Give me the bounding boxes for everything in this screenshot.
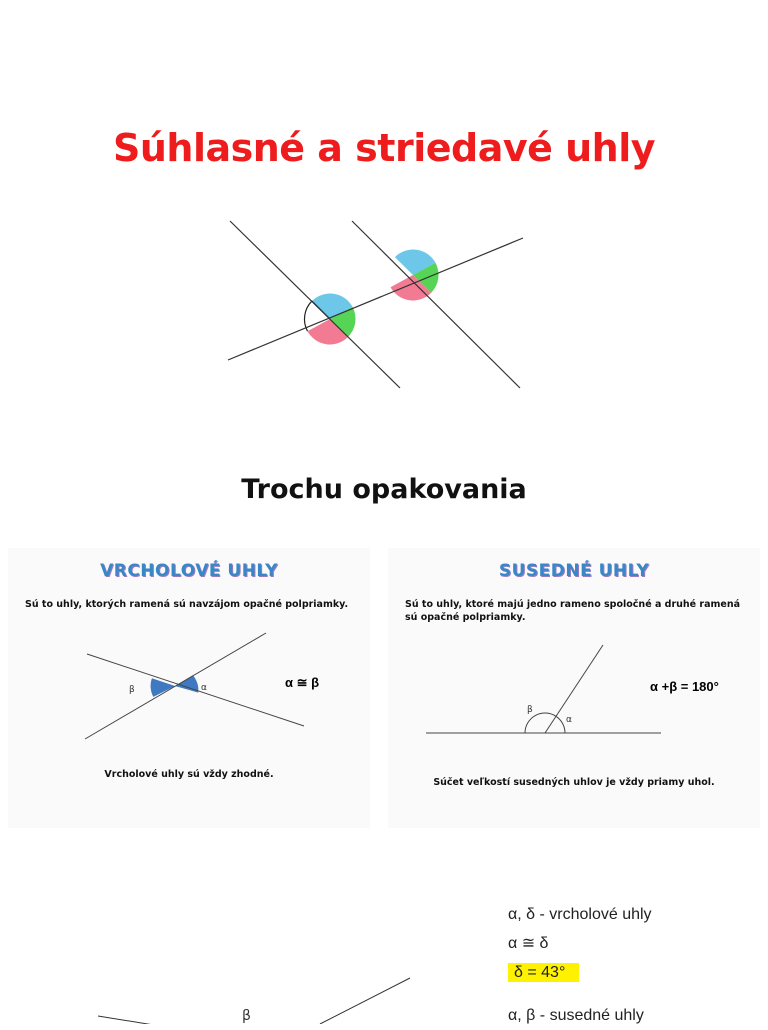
page-title: Súhlasné a striedavé uhly [112,126,656,170]
highlighted-value: δ = 43° [508,963,579,982]
panel-note: Súčet veľkostí susedných uhlov je vždy priamy uhol. [433,777,715,788]
angle-alpha-arc [556,716,565,733]
panel-heading: SUSEDNÉ UHLY [498,561,650,581]
panel-note: Vrcholové uhly sú vždy zhodné. [104,769,274,780]
label-alpha: α [566,715,572,725]
section-heading: Trochu opakovania [241,474,527,505]
line-2 [85,633,266,739]
label-beta: β [527,705,533,715]
parallel-line-1 [230,221,400,388]
adjacent-angles-panel [388,548,760,828]
transversal-diagram [220,212,540,397]
note-adjacent-pair: α, β - susedné uhly [508,1007,644,1024]
note-vertical-pair: α, δ - vrcholové uhly [508,906,652,923]
panel-description: Sú to uhly, ktoré majú jedno rameno spoločné a druhé ramená sú opačné polpriamky. [405,599,741,623]
panel-heading: VRCHOLOVÉ UHLY [100,561,278,581]
label-alpha: α [201,683,207,693]
example-figure [90,970,420,1024]
line-1 [87,654,304,726]
parallel-line-2 [352,221,520,388]
sum-formula: α +β = 180° [650,679,719,694]
worked-example-notes [508,900,652,1030]
note-congruence: α ≅ δ [508,935,549,952]
vertical-angles-panel [8,548,370,828]
intersection-2-angles [391,250,439,301]
transversal-line [228,238,523,360]
example-line-2 [320,978,410,1024]
label-beta: β [129,685,135,695]
example-label-beta: β [242,1008,251,1024]
example-line-1 [98,1016,160,1024]
vertical-angles-figure [8,548,370,768]
adjacent-angles-figure [388,548,760,768]
angle-beta-wedge [151,678,175,697]
common-ray [545,645,603,733]
panel-description: Sú to uhly, ktorých ramená sú navzájom opačné polpriamky. [25,599,349,610]
congruence-formula: α ≅ β [285,675,320,690]
